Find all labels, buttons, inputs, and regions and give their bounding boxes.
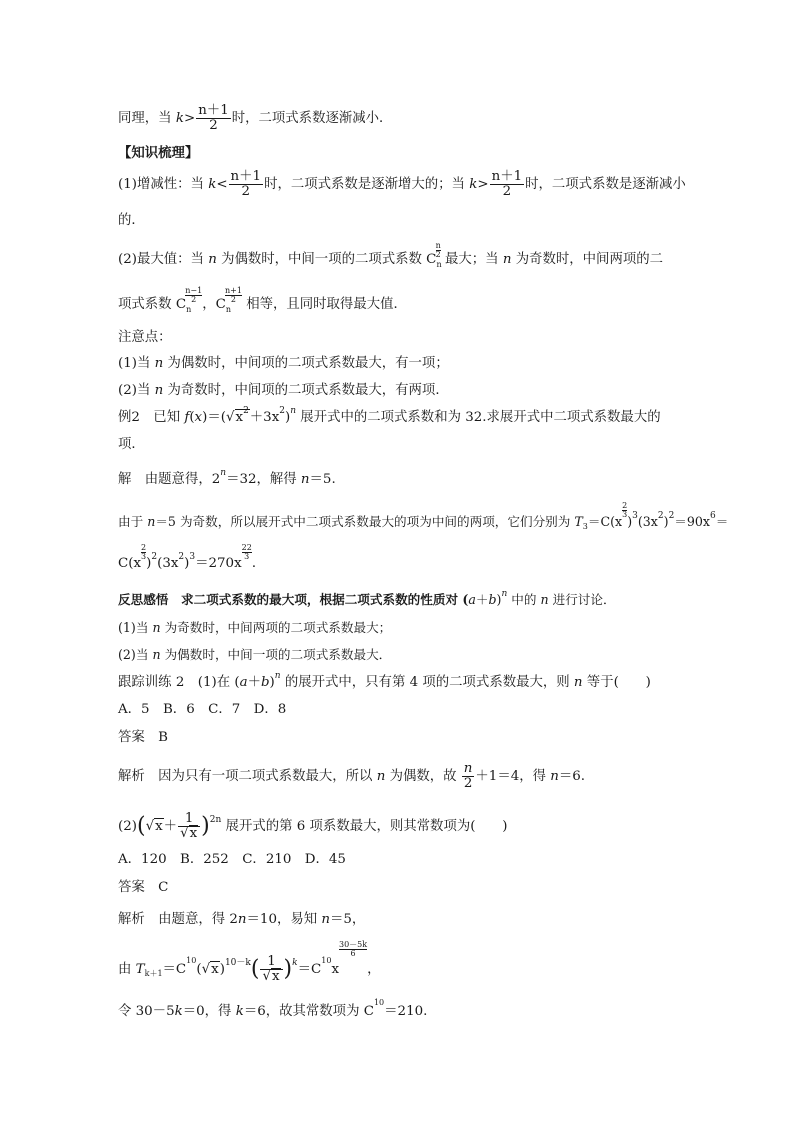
text-line-9: (2)当 n 为奇数时，中间项的二项式系数最大，有两项． (118, 383, 449, 398)
fraction: $\frac{1}{√x}$ (178, 812, 200, 841)
analysis-1: 解析 因为只有一项二项式系数最大，所以 n 为偶数，故 $\frac{n}{2}$ ＋1＝4，得 n＝6. (118, 761, 586, 792)
sqrt-icon: √ (225, 410, 235, 425)
fraction: $\frac{n+1}{2}$ (491, 169, 523, 200)
answer-2: 答案 C (118, 880, 169, 895)
reflection-line: 反思感悟 求二项式系数的最大项，根据二项式系数的性质对 $(a+b)^n$ 中的 n 进行讨论． (118, 589, 616, 607)
right-paren-icon: ) (201, 813, 210, 839)
fraction: $\frac{n+1}{2}$ (230, 169, 262, 200)
solution-line: 解 由题意得，$2^n=32$，解得 n＝5. (118, 468, 336, 487)
answer-1: 答案 B (118, 730, 169, 745)
analysis-2-line-2: 由 $T_{k+1}=C^{10}(√x)^{10-k}$( $\frac{1}{√x}$ )$^k=C^{10}x$ $\frac{30-5k}{6}$ ， (118, 940, 381, 985)
text-line-11: 项． (118, 437, 145, 452)
sqrt-icon: √ (145, 819, 155, 835)
var-k: k (175, 111, 184, 127)
exponent-fraction: $\frac{2}{3}$ (141, 543, 147, 561)
text-line-6: 项式系数 $C_n$ $\frac{n-1}{2}$ ，$C_n$ $\frac{n+1}{2}$ 相等，且同时取得最大值． (118, 286, 407, 314)
analysis-2-line-1: 解析 由题意，得 2n＝10，易知 n＝5， (118, 912, 366, 927)
sqrt-icon: √ (180, 826, 189, 842)
exercise-2-line: 跟踪训练 2 (1)在 $(a+b)^n$ 的展开式中，只有第 4 项的二项式系数最大，则 n 等于( ) (118, 671, 651, 690)
analysis-2-line-3: 令 30－5k＝0，得 k＝6，故其常数项为 $C^{10}=210$. (118, 998, 428, 1019)
question-2-line: (2)(√x＋ $\frac{1}{√x}$ )$^{2n}$ 展开式的第 6 项系数最大，则其常数项为( ) (118, 811, 508, 842)
text-line-1 (118, 104, 392, 133)
left-paren-icon: ( (136, 813, 146, 839)
text-line-7: 注意点： (118, 330, 172, 345)
exponent-fraction: $\frac{n}{2}$ (435, 241, 441, 259)
choices-1: A．5 B．6 C．7 D．8 (118, 702, 287, 717)
text-run: 时，二项式系数逐渐减小． (231, 111, 393, 127)
fraction: $\frac{n}{2}$ (463, 761, 473, 792)
text-line-4: 的． (118, 213, 145, 228)
exponent-fraction: $\frac{n+1}{2}$ (224, 286, 242, 304)
text-line-3: (1)增减性：当 k< $\frac{n+1}{2}$ 时，二项式系数是逐渐增大的；当 k> $\frac{n+1}{2}$ 时，二项式系数是逐渐减小 (118, 169, 686, 200)
sqrt-icon: √ (262, 969, 271, 985)
exponent-fraction: $\frac{22}{3}$ (241, 543, 252, 561)
right-paren-icon: ) (283, 956, 293, 982)
left-paren-icon: ( (250, 956, 260, 982)
exponent-fraction: $\frac{30-5k}{6}$ (339, 940, 368, 958)
symbol: > (183, 111, 196, 127)
text-line-16: (1)当 n 为奇数时，中间两项的二项式系数最大； (118, 620, 392, 635)
fraction: $\frac{n+1}{2}$ (198, 103, 229, 134)
section-heading: 【知识梳理】 (118, 145, 199, 161)
text-line-14: C(x $\frac{2}{3}$ )$^2(3x^2)^3=270x$ $\frac{22}{3}$ ． (118, 543, 266, 571)
choices-2: A．120 B．252 C．210 D．45 (118, 852, 346, 867)
text-line-8: (1)当 n 为偶数时，中间项的二项式系数最大，有一项； (118, 356, 449, 371)
text-line-13: 由于 n＝5 为奇数，所以展开式中二项式系数最大的项为中间的两项，它们分别为 $T_3=C(x$ $\frac{2}{3}$ )$^3(3x^2)^2=90x^6=$ (118, 501, 729, 531)
text-run: 同理，当 (118, 111, 176, 127)
sqrt-icon: √ (201, 962, 211, 978)
fraction: $\frac{1}{√x}$ (260, 955, 282, 984)
text-line-17: (2)当 n 为偶数时，中间一项的二项式系数最大． (118, 647, 392, 662)
exponent-fraction: $\frac{2}{3}$ (622, 501, 628, 519)
text-line-5: (2)最大值：当 n 为偶数时，中间一项的二项式系数 $C_n$ $\frac{n}{2}$ 最大；当 n 为奇数时，中间两项的二 (118, 241, 664, 269)
exponent-fraction: $\frac{n-1}{2}$ (185, 286, 203, 304)
example-2-line: 例2 已知 $f(x)=(√x^2+3x^2)^n$ 展开式中的二项式系数和为 32.求展开式中二项式系数最大的 (118, 406, 661, 425)
